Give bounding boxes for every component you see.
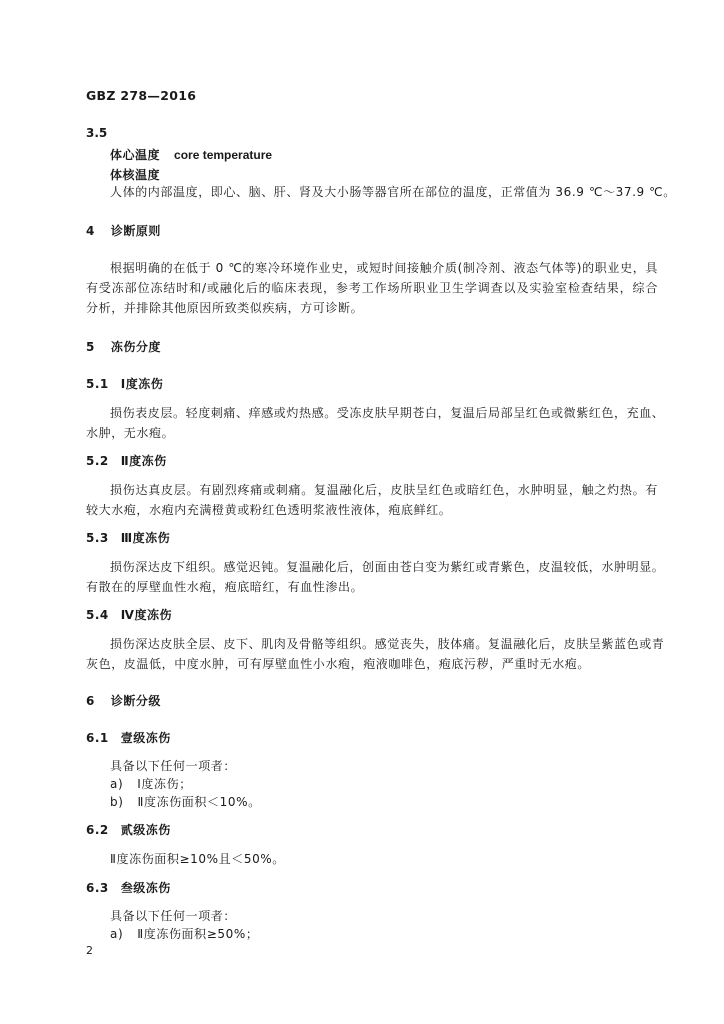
term-entry-3-5 <box>110 146 272 163</box>
term-chinese: 体心温度 <box>110 148 161 162</box>
list-intro: 具备以下任何一项者： <box>110 909 237 923</box>
list-item <box>110 793 261 810</box>
term-definition: 人体的内部温度，即心、脑、肝、肾及大小肠等器官所在部位的温度，正常值为 36.9 ℃～37.9 ℃。 <box>110 185 676 199</box>
subsection-heading-5-1 <box>86 375 163 392</box>
subsection-title: Ⅱ度冻伤 <box>120 454 167 468</box>
subsection-number: 6.2 <box>86 823 109 837</box>
list-item-label: b) <box>110 795 124 809</box>
subsection-heading-5-3 <box>86 529 170 546</box>
subsection-title: Ⅳ度冻伤 <box>120 608 172 622</box>
subsection-title: 壹级冻伤 <box>120 731 171 745</box>
subsection-number: 6.3 <box>86 881 109 895</box>
subsection-title: Ⅲ度冻伤 <box>120 531 171 545</box>
list-item-label: a) <box>110 777 124 791</box>
paragraph-line: 有受冻部位冻结时和/或融化后的临床表现，参考工作场所职业卫生学调查以及实验室检查结果，综合 <box>86 281 658 295</box>
subsection-heading-6-1 <box>86 729 171 746</box>
term-english: core temperature <box>174 148 273 162</box>
section-heading-5 <box>86 338 161 355</box>
section-heading-4 <box>86 222 161 239</box>
subsection-heading-5-4 <box>86 606 172 623</box>
section-number: 5 <box>86 340 95 354</box>
paragraph-line: 水肿，无水疱。 <box>86 426 175 440</box>
list-item-label: a) <box>110 927 124 941</box>
paragraph-line: 根据明确的在低于 0 ℃的寒冷环境作业史，或短时间接触介质(制冷剂、液态气体等)的职业史，具 <box>110 261 658 275</box>
paragraph-line: 较大水疱，水疱内充满橙黄或粉红色透明浆液性液体，疱底鲜红。 <box>86 503 452 517</box>
paragraph-line: Ⅱ度冻伤面积≥10%且＜50%。 <box>110 852 285 866</box>
section-title: 诊断分级 <box>110 694 161 708</box>
list-intro: 具备以下任何一项者： <box>110 759 237 773</box>
subsection-number: 5.3 <box>86 531 109 545</box>
subsection-title: 贰级冻伤 <box>120 823 171 837</box>
paragraph-line: 分析，并排除其他原因所致类似疾病，方可诊断。 <box>86 301 364 315</box>
paragraph-line: 灰色，皮温低，中度水肿，可有厚壁血性小水疱，疱液咖啡色，疱底污秽，严重时无水疱。 <box>86 657 591 671</box>
section-heading-6 <box>86 692 161 709</box>
paragraph-line: 损伤深达皮肤全层、皮下、肌肉及骨骼等组织。感觉丧失，肢体痛。复温融化后，皮肤呈紫蓝色或青 <box>110 637 665 651</box>
paragraph-line: 损伤表皮层。轻度刺痛、痒感或灼热感。受冻皮肤早期苍白，复温后局部呈红色或微紫红色，充血、 <box>110 406 665 420</box>
clause-number-3-5: 3.5 <box>86 126 108 140</box>
list-item-text: Ⅱ度冻伤面积＜10%。 <box>137 795 261 809</box>
subsection-heading-6-2 <box>86 821 171 838</box>
subsection-number: 6.1 <box>86 731 109 745</box>
subsection-title: 叁级冻伤 <box>120 881 171 895</box>
section-number: 6 <box>86 694 95 708</box>
term-synonym: 体核温度 <box>110 168 161 182</box>
page-number: 2 <box>86 944 93 957</box>
list-item <box>110 775 192 792</box>
subsection-title: Ⅰ度冻伤 <box>120 377 164 391</box>
subsection-heading-6-3 <box>86 879 171 896</box>
subsection-number: 5.2 <box>86 454 109 468</box>
section-title: 诊断原则 <box>110 224 161 238</box>
standard-code: GBZ 278—2016 <box>86 88 197 103</box>
subsection-number: 5.4 <box>86 608 109 622</box>
subsection-number: 5.1 <box>86 377 109 391</box>
subsection-heading-5-2 <box>86 452 167 469</box>
list-item-text: Ⅰ度冻伤； <box>137 777 192 791</box>
paragraph-line: 损伤深达皮下组织。感觉迟钝。复温融化后，创面由苍白变为紫红或青紫色，皮温较低，水肿明显。 <box>110 560 665 574</box>
paragraph-line: 有散在的厚壁血性水疱，疱底暗红，有血性渗出。 <box>86 580 364 594</box>
section-number: 4 <box>86 224 95 238</box>
list-item <box>110 925 258 942</box>
section-title: 冻伤分度 <box>110 340 161 354</box>
paragraph-line: 损伤达真皮层。有剧烈疼痛或刺痛。复温融化后，皮肤呈红色或暗红色，水肿明显，触之灼热。有 <box>110 483 658 497</box>
list-item-text: Ⅱ度冻伤面积≥50%； <box>137 927 259 941</box>
